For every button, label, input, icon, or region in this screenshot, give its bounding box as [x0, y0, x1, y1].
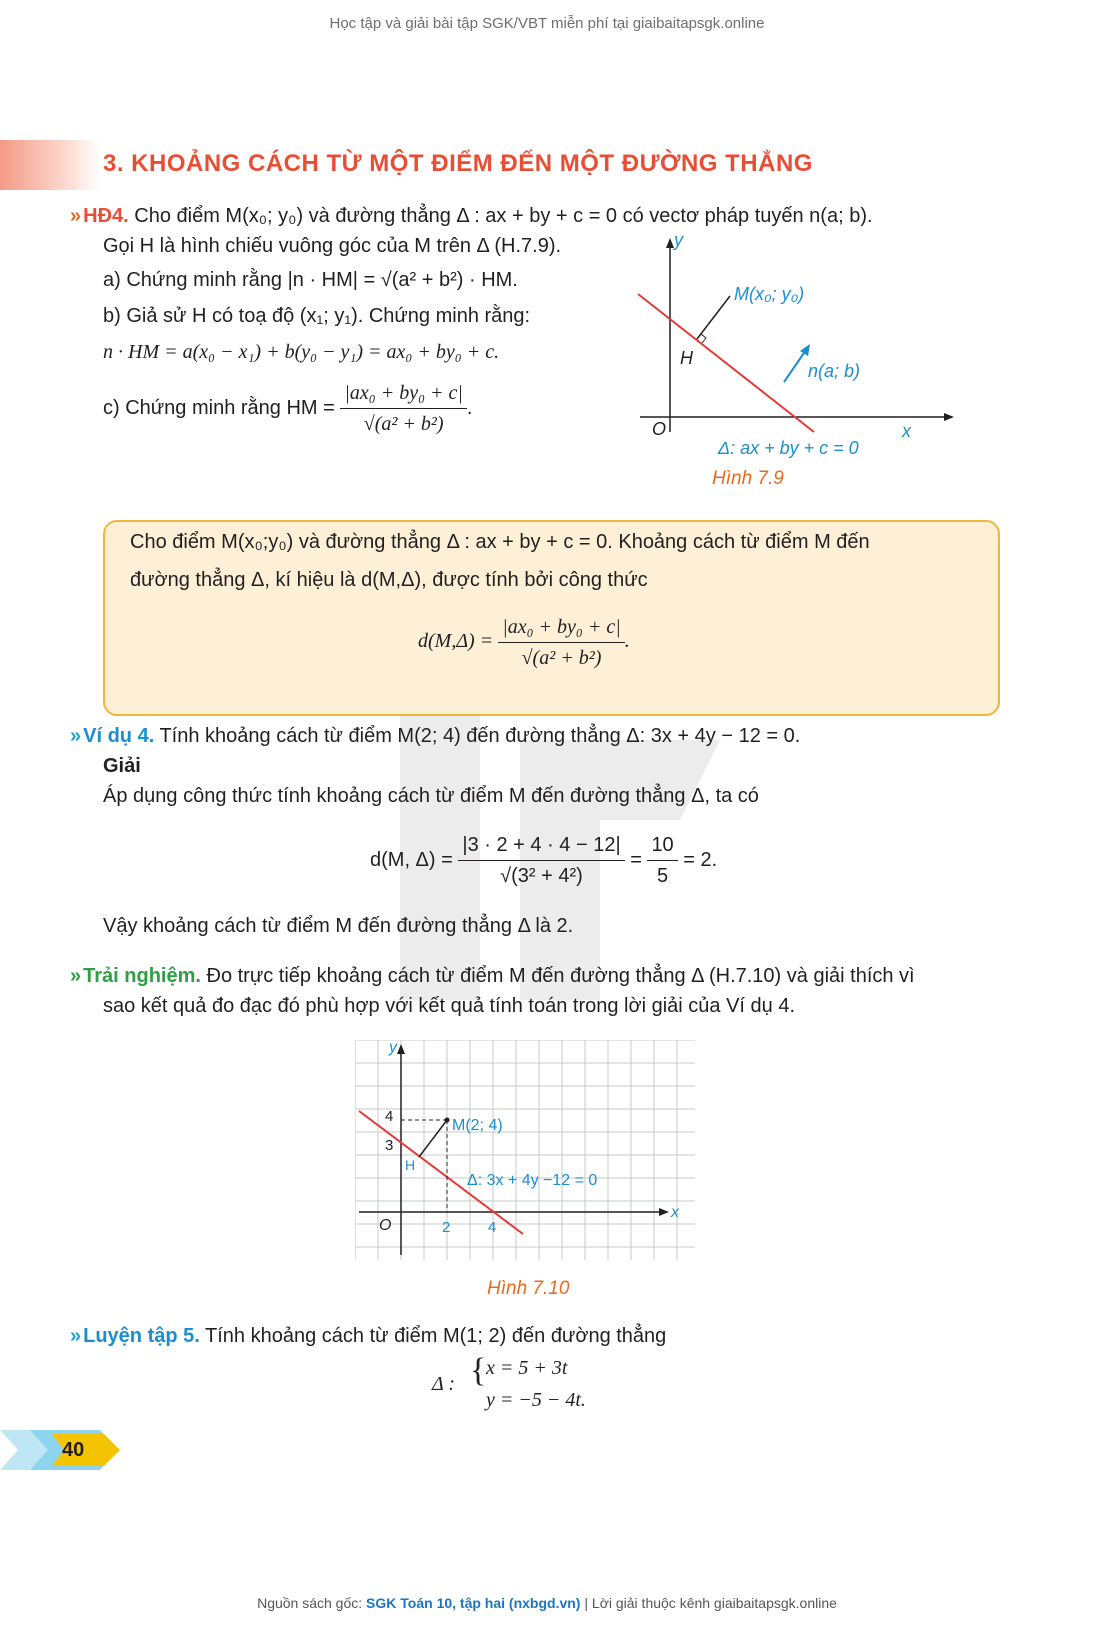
practice5 — [70, 1322, 666, 1350]
practice5-eq2: y = −5 − 4t. — [486, 1389, 586, 1411]
example4 — [70, 722, 800, 750]
hd4-part-c-prefix: c) Chứng minh rằng HM = — [103, 396, 335, 419]
fig79-label-o: O — [652, 419, 667, 439]
fig79-normal-arrow — [800, 344, 810, 356]
fig710-tick-x4: 4 — [488, 1219, 497, 1236]
section-band — [0, 140, 100, 190]
fig710-tick-x2: 2 — [442, 1219, 451, 1236]
fig79-label-x: x — [902, 421, 911, 441]
fig79-line-delta — [638, 294, 814, 432]
fig710-label-h: H — [405, 1157, 416, 1173]
fig79-label-n: n(a; b) — [808, 361, 861, 381]
example4-text: Tính khoảng cách từ điểm M(2; 4) đến đường thẳng Δ: 3x + 4y − 12 = 0. — [159, 725, 801, 747]
hd4-part-b-formula: n · HM = a(x₀ − x₁) + b(y₀ − y₁) = ax₀ + by₀ + c. — [103, 341, 500, 363]
footer-book-link[interactable]: SGK Toán 10, tập hai (nxbgd.vn) — [366, 1595, 581, 1611]
theorem-lhs: d(M,Δ) = — [418, 630, 494, 653]
hd4-part-c: c) Chứng minh rằng HM = $\frac{\text{|ax₀ + by₀ + c|}}{\text{√(a² + b²)}}$ . — [103, 378, 472, 439]
example4-fraction1 — [458, 830, 624, 891]
footer-suffix: | Lời giải thuộc kênh giaibaitapsgk.online — [584, 1595, 837, 1611]
fig79-label-h: H — [680, 348, 693, 368]
fig79-segment-mh — [697, 296, 730, 339]
fig79-x-arrow — [944, 413, 954, 421]
experience — [70, 962, 915, 990]
chevron-icon: » — [70, 205, 82, 227]
fig710-point-m — [445, 1118, 450, 1123]
hd4-intro-text: Cho điểm M(x₀; y₀) và đường thẳng Δ : ax + by + c = 0 có vectơ pháp tuyến n(a; b). — [134, 205, 873, 227]
example4-fraction2 — [647, 830, 677, 891]
section-title: 3. KHOẢNG CÁCH TỪ MỘT ĐIỂM ĐẾN MỘT ĐƯỜNG THẲNG — [103, 150, 813, 177]
theorem-line2: đường thẳng Δ, kí hiệu là d(M,Δ), được tính bởi công thức — [130, 569, 648, 591]
fig79-caption: Hình 7.9 — [712, 468, 784, 489]
fig710-label-o: O — [379, 1217, 392, 1234]
example4-num1: |3 · 2 + 4 · 4 − 12| — [458, 830, 624, 861]
practice5-delta: Δ : — [432, 1373, 456, 1395]
hd4-intro — [70, 202, 873, 230]
theorem-denominator: √(a² + b²) — [521, 647, 602, 669]
chevron-icon: » — [70, 965, 82, 987]
fig710-tick-y4: 4 — [385, 1108, 394, 1125]
experience-line2: sao kết quả đo đạc đó phù hợp với kết quả tính toán trong lời giải của Ví dụ 4. — [103, 995, 796, 1017]
practice5-eq1: x = 5 + 3t — [486, 1357, 568, 1379]
fig79-label-delta: Δ: ax + by + c = 0 — [718, 438, 859, 458]
fig710-tick-y3: 3 — [385, 1137, 394, 1154]
chevron-icon: » — [70, 725, 82, 747]
fig710-y-arrow — [397, 1044, 405, 1054]
practice5-brace: { — [470, 1352, 487, 1389]
example4-solution-label: Giải — [103, 755, 141, 777]
fig710-label-delta: Δ: 3x + 4y −12 = 0 — [467, 1172, 598, 1189]
hd4-c-numerator: |ax₀ + by₀ + c| — [340, 378, 467, 409]
fig710-caption: Hình 7.10 — [487, 1278, 570, 1299]
fig710-x-arrow — [659, 1208, 669, 1216]
practice5-text: Tính khoảng cách từ điểm M(1; 2) đến đường thẳng — [205, 1325, 667, 1347]
example4-result: = 2. — [683, 848, 718, 871]
theorem-formula: d(M,Δ) = $\frac{\text{|ax₀ + by₀ + c|}}{\text{√(a² + b²)}}$ . — [418, 612, 630, 673]
footer-prefix: Nguồn sách gốc: — [257, 1595, 363, 1611]
footer — [0, 1595, 1094, 1611]
figure-7-9 — [630, 232, 960, 462]
fig710-label-m: M(2; 4) — [452, 1117, 503, 1134]
fig79-label-m: M(x₀; y₀) — [734, 284, 805, 304]
chevron-icon: » — [70, 1325, 82, 1347]
fig710-label-y: y — [389, 1040, 397, 1056]
fig79-right-angle — [701, 334, 706, 343]
fig79-label-y: y — [674, 232, 683, 250]
example4-step: Áp dụng công thức tính khoảng cách từ điểm M đến đường thẳng Δ, ta có — [103, 785, 759, 807]
hd4-part-c-fraction — [340, 378, 467, 439]
hd4-part-a: a) Chứng minh rằng |n · HM| = √(a² + b²) · HM. — [103, 269, 518, 291]
fig79-y-arrow — [666, 238, 674, 248]
page-number: 40 — [62, 1439, 85, 1461]
theorem-line1: Cho điểm M(x₀;y₀) và đường thẳng Δ : ax + by + c = 0. Khoảng cách từ điểm M đến — [130, 531, 870, 553]
example4-conclusion: Vậy khoảng cách từ điểm M đến đường thẳng Δ là 2. — [103, 915, 574, 937]
example4-tag: Ví dụ 4. — [83, 725, 155, 747]
hd4-part-b: b) Giả sử H có toạ độ (x₁; y₁). Chứng minh rằng: — [103, 305, 531, 327]
example4-den1: √(3² + 4²) — [500, 865, 583, 887]
example4-formula: d(M, Δ) = $\frac{|3 \cdot 2 + 4 \cdot 4 - 12|}{\text{√(3² + 4²)}}$ = $\frac{10}{5}$ = 2. — [370, 830, 717, 891]
experience-line1: Đo trực tiếp khoảng cách từ điểm M đến đường thẳng Δ (H.7.10) và giải thích vì — [206, 965, 915, 987]
example4-den2: 5 — [657, 865, 669, 887]
hd4-tag: HĐ4. — [83, 205, 129, 227]
practice5-tag: Luyện tập 5. — [83, 1325, 200, 1347]
experience-tag: Trải nghiệm. — [83, 965, 201, 987]
example4-num2: 10 — [647, 830, 677, 861]
fig710-label-x: x — [671, 1204, 679, 1221]
fig710-segment-mh — [419, 1120, 447, 1157]
header-source-note: Học tập và giải bài tập SGK/VBT miễn phí tại giaibaitapsgk.online — [329, 15, 765, 32]
figure-7-10 — [355, 1040, 695, 1260]
theorem-fraction — [498, 612, 625, 673]
theorem-numerator: |ax₀ + by₀ + c| — [498, 612, 625, 643]
hd4-line2: Gọi H là hình chiếu vuông góc của M trên Δ (H.7.9). — [103, 235, 562, 257]
hd4-c-denominator: √(a² + b²) — [363, 413, 444, 435]
example4-lhs: d(M, Δ) = — [370, 848, 453, 871]
fig79-normal-vector — [784, 350, 806, 382]
